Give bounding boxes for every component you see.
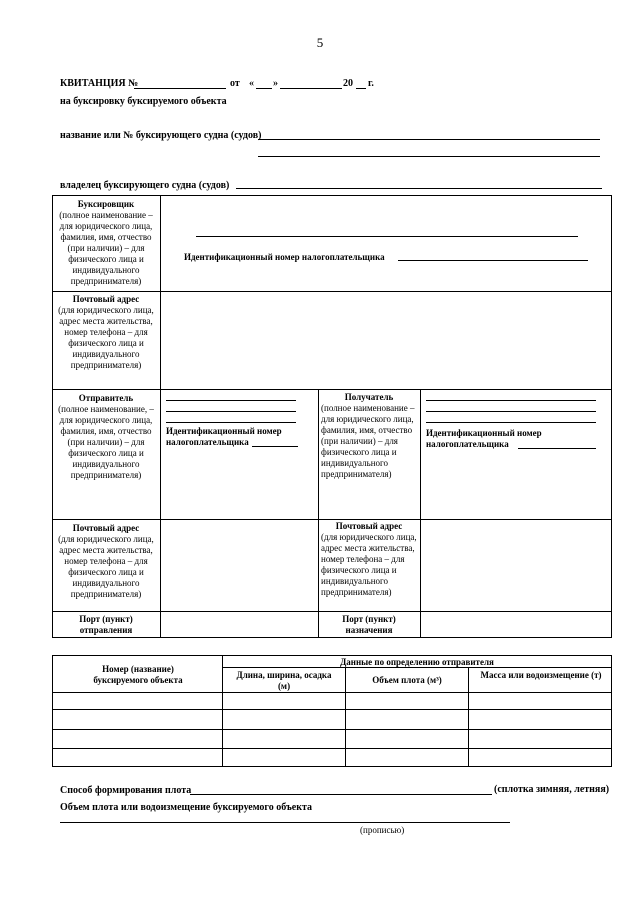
page-number: 5 (316, 35, 324, 50)
postal-title: Почтовый адрес (72, 294, 140, 304)
port-destination: Порт (пункт) назначения (342, 614, 396, 635)
divider (52, 729, 612, 730)
postal-cell (54, 294, 158, 371)
receiver-desc: (полное наименование – для юридического лица, фамилия, имя, отчество (при наличии) – для физического лица и индивидуального предпринимателя) (321, 403, 415, 479)
year-prefix: 20 (343, 78, 353, 89)
sender-cell (54, 393, 158, 481)
year-field[interactable] (356, 88, 366, 89)
tug-name-field-2[interactable] (258, 156, 600, 157)
divider (420, 389, 421, 638)
divider (160, 389, 161, 638)
col-volume-header: Объем плота (м³) (372, 675, 442, 685)
sender-postal-desc: (для юридического лица, адрес места жительства, номер телефона – для физического лица и индивидуального предпринимателя) (58, 534, 154, 599)
day-field[interactable] (256, 88, 272, 89)
group-header: Данные по определению отправителя (340, 657, 494, 667)
year-suffix: г. (368, 78, 374, 89)
raft-method-options: (сплотка зимняя, летняя) (494, 784, 610, 795)
quote-close: » (273, 78, 278, 89)
receiver-postal-desc: (для юридического лица, адрес места жительства, номер телефона – для физического лица и индивидуального предпринимателя) (321, 532, 417, 597)
volume-field[interactable] (60, 822, 510, 823)
sender-postal-cell (54, 523, 158, 600)
divider (468, 667, 469, 767)
tower-cell (54, 199, 158, 287)
port-departure: Порт (пункт) отправления (79, 614, 133, 635)
receipt-subtitle: на буксировку буксируемого объекта (60, 96, 227, 107)
receiver-inn-field[interactable] (518, 448, 596, 449)
divider (160, 291, 161, 389)
receiver-name-field-3[interactable] (426, 422, 596, 423)
sender-name-field-2[interactable] (166, 411, 296, 412)
receiver-name-field-2[interactable] (426, 411, 596, 412)
receiver-title: Получатель (344, 392, 394, 402)
receiver-name-field-1[interactable] (426, 400, 596, 401)
raft-method-label: Способ формирования плота (60, 785, 192, 796)
quote-open: « (249, 78, 254, 89)
divider (52, 709, 612, 710)
raft-method-field[interactable] (190, 794, 492, 795)
divider (318, 389, 319, 638)
divider (222, 655, 223, 767)
sender-desc: (полное наименование, – для юридического лица, фамилия, имя, отчество (при наличии) – для физического лица и индивидуального предпринимателя) (58, 404, 154, 480)
divider (52, 389, 612, 390)
tug-name-label: название или № буксирующего судна (судов) (60, 130, 262, 141)
tower-title: Буксировщик (77, 199, 135, 209)
divider (52, 692, 612, 693)
divider (52, 291, 612, 292)
tug-owner-field[interactable] (236, 188, 602, 189)
sender-name-field-1[interactable] (166, 400, 296, 401)
receipt-number-field[interactable] (134, 88, 226, 89)
in-words-hint: (прописью) (360, 825, 405, 835)
postal-desc: (для юридического лица, адрес места жительства, номер телефона – для физического лица и индивидуального предпринимателя) (58, 305, 154, 370)
divider (52, 519, 612, 520)
sender-inn-field[interactable] (252, 446, 298, 447)
sender-name-field-3[interactable] (166, 422, 296, 423)
tower-inn-field[interactable] (398, 260, 588, 261)
receiver-inn-label: Идентификационный номер налогоплательщика (426, 428, 542, 449)
divider (160, 195, 161, 291)
col-mass-header: Масса или водоизмещение (т) (480, 670, 602, 680)
divider (52, 748, 612, 749)
from-label: от (230, 78, 240, 89)
receiver-postal-cell (321, 521, 417, 598)
month-field[interactable] (280, 88, 342, 89)
receiver-postal-title: Почтовый адрес (335, 521, 403, 531)
col-dimensions-header: Длина, ширина, осадка (м) (236, 670, 332, 691)
sender-inn-label: Идентификационный номер налогоплательщика (166, 426, 282, 447)
volume-label: Объем плота или водоизмещение буксируемого объекта (60, 802, 313, 813)
receipt-title: КВИТАНЦИЯ № (60, 78, 139, 89)
receiver-cell (321, 392, 417, 480)
tug-owner-label: владелец буксирующего судна (судов) (60, 180, 230, 191)
tower-desc: (полное наименование – для юридического лица, фамилия, имя, отчество (при наличии) – для физического лица и индивидуального предпринимателя) (59, 210, 153, 286)
tug-name-field[interactable] (258, 139, 600, 140)
tower-inn-label: Идентификационный номер налогоплательщика (184, 252, 385, 262)
sender-postal-title: Почтовый адрес (72, 523, 140, 533)
divider (52, 611, 612, 612)
col-object-header: Номер (название) буксируемого объекта (93, 664, 183, 685)
sender-title: Отправитель (78, 393, 134, 403)
tower-name-field[interactable] (196, 236, 578, 237)
